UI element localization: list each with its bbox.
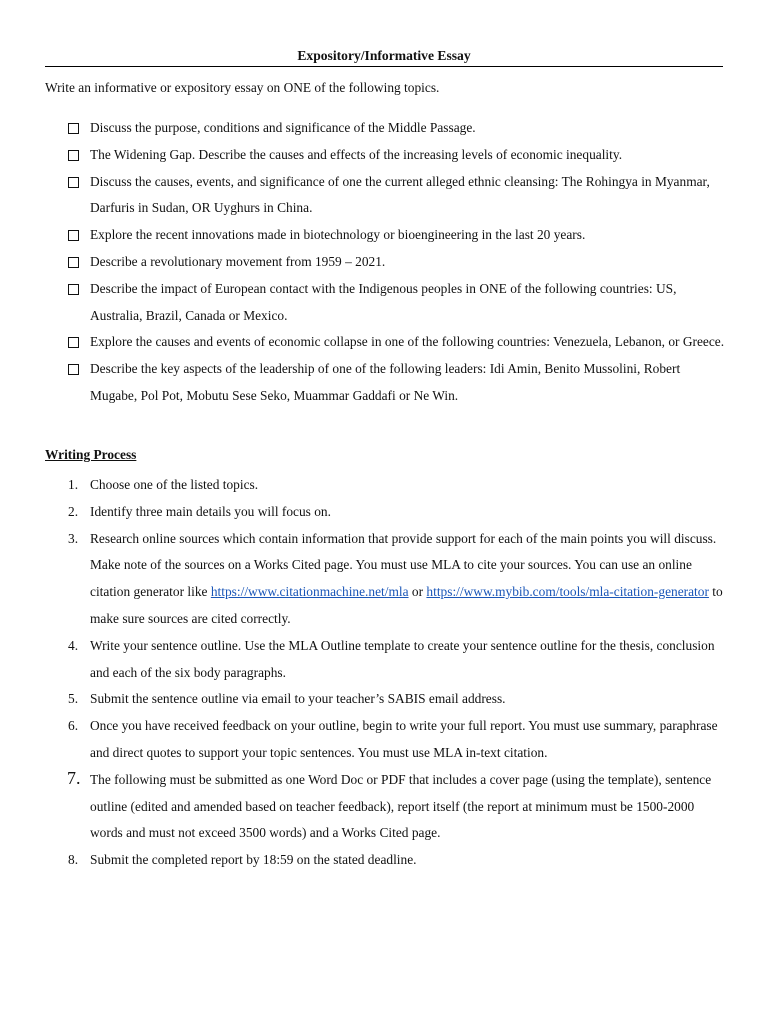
step-item [68,686,728,713]
step-text: Once you have received feedback on your outline, begin to write your full report. You must use summary, paraphrase and direct quotes to support your topic sentences. You must use MLA in-text citation. [90,718,718,760]
step-text: The following must be submitted as one Word Doc or PDF that includes a cover page (using the template), sentence outline (edited and amended based on teacher feedback), report itself (the report at minimum must be 1500-2000 words and must not exceed 3500 words) and a Works Cited page. [90,771,712,841]
document-title: Expository/Informative Essay [45,47,723,67]
writing-process-heading: Writing Process [45,447,137,462]
mybib-link[interactable]: https://www.mybib.com/tools/mla-citation-generator [426,584,709,600]
checkbox-icon[interactable] [68,364,79,375]
topic-text: Describe the key aspects of the leadership of one of the following leaders: Idi Amin, Benito Mussolini, Robert Mugabe, Pol Pot, Mobutu Sese Seko, Muammar Gaddafi or Ne Win. [90,361,681,403]
topic-item [68,169,728,223]
topic-item [68,329,728,356]
topic-item [68,276,728,330]
topic-text: Discuss the purpose, conditions and significance of the Middle Passage. [90,120,476,135]
topic-item [68,115,728,142]
step-item [68,767,728,847]
checkbox-icon[interactable] [68,150,79,161]
checkbox-icon[interactable] [68,337,79,348]
checkbox-icon[interactable] [68,284,79,295]
checkbox-icon[interactable] [68,123,79,134]
topic-text: Explore the recent innovations made in biotechnology or bioengineering in the last 20 years. [90,227,586,243]
topic-item [68,222,728,249]
step-number: 6. [68,718,79,734]
checkbox-icon[interactable] [68,230,79,241]
step-item [68,847,728,874]
step-number: 2. [68,503,79,519]
topic-list [68,115,728,410]
topic-text: Describe a revolutionary movement from 1959 – 2021. [90,253,386,269]
topic-item [68,249,728,276]
step-item [68,472,728,499]
step-number: 8. [68,852,79,868]
topic-text: The Widening Gap. Describe the causes and effects of the increasing levels of economic inequality. [90,146,623,162]
step-number: 4. [68,637,79,653]
intro-text: Write an informative or expository essay on ONE of the following topics. [45,80,440,95]
topic-text: Discuss the causes, events, and significance of one the current alleged ethnic cleansing: The Rohingya in Myanmar, Darfuris in Sudan, OR Uyghurs in China. [90,173,710,216]
step-text: Submit the completed report by 18:59 on the stated deadline. [90,852,417,868]
step-item [68,713,728,767]
step-text-join: or [408,584,427,600]
step-item [68,526,728,633]
topic-text: Describe the impact of European contact with the Indigenous peoples in ONE of the following countries: US, Australia, Brazil, Canada or Mexico. [90,280,677,323]
checkbox-icon[interactable] [68,177,79,188]
step-text: Research online sources which contain information that provide support for each of the main points you will discuss. Make note of the sources on a Works Cited page. You must use MLA to cite your sources. You can use an online citation generator like [90,530,717,600]
citationmachine-link[interactable]: https://www.citationmachine.net/mla [210,584,409,600]
step-number: 3. [68,530,79,546]
step-text-end: to make sure sources are cited correctly. [90,584,723,626]
topic-text: Explore the causes and events of economic collapse in one of the following countries: Venezuela, Lebanon, or Greece. [90,334,725,350]
step-item [68,633,728,687]
step-text: Identify three main details you will focus on. [90,503,331,519]
step-item [68,499,728,526]
topic-item [68,356,728,410]
topic-item [68,142,728,169]
step-number: 5. [68,691,79,707]
step-text: Choose one of the listed topics. [90,477,259,492]
step-text: Write your sentence outline. Use the MLA Outline template to create your sentence outline for the thesis, conclusion and each of the six body paragraphs. [90,637,715,680]
checkbox-icon[interactable] [68,257,79,268]
step-text: Submit the sentence outline via email to your teacher’s SABIS email address. [90,691,506,707]
step-number: 1. [68,477,79,492]
process-steps [68,472,728,874]
step-number: 7. [67,767,81,788]
